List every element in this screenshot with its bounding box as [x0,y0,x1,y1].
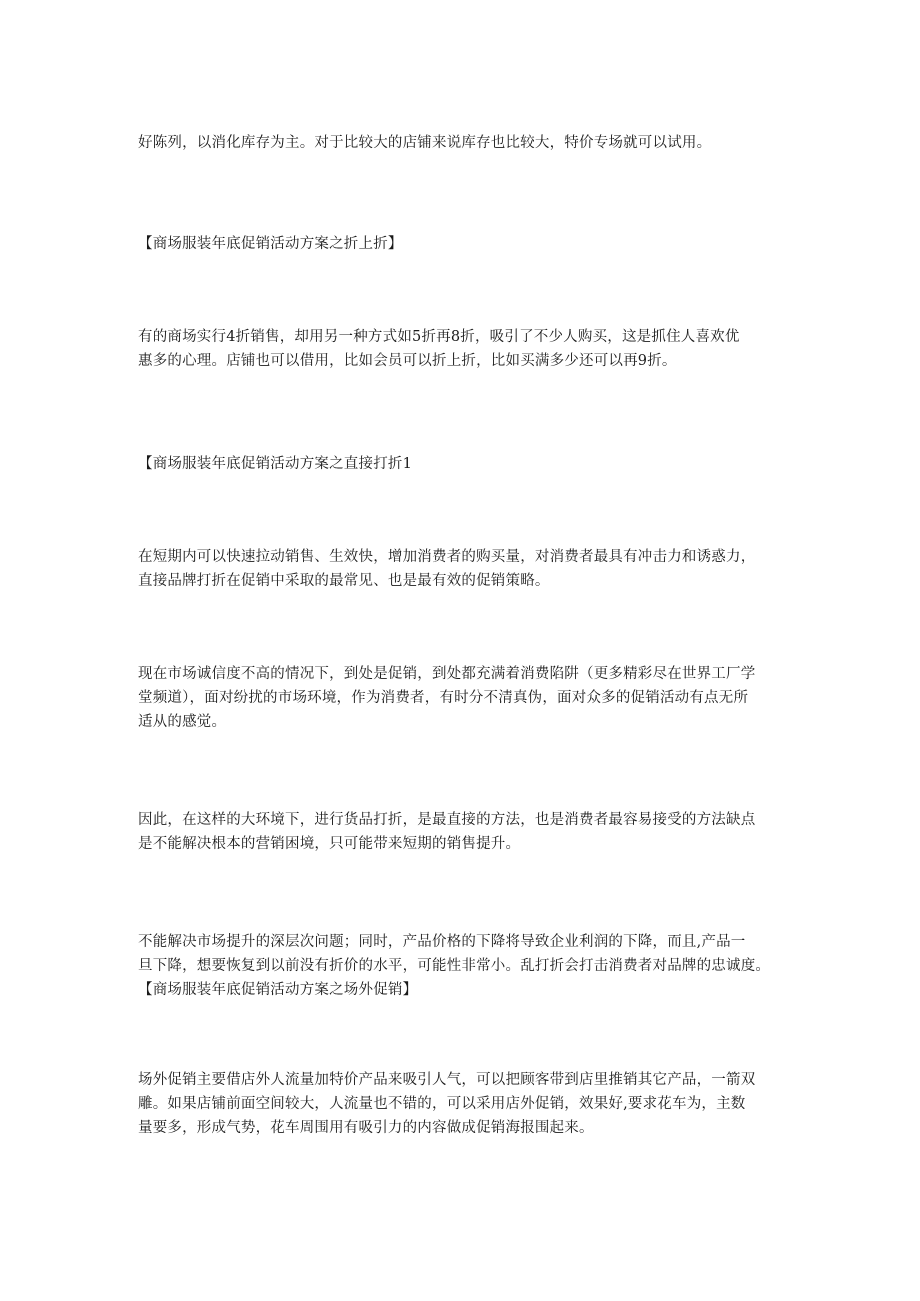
paragraph-clearance: 好陈列，以消化库存为主。对于比较大的店铺来说库存也比较大，特价专场就可以试用。 [138,135,712,151]
heading-discount-on-discount: 【商场服装年底促销活动方案之折上折】 [138,236,403,252]
paragraph-direct-discount: 在短期内可以快速拉动销售、生效快，增加消费者的购买量，对消费者最具有冲击力和诱惑力， 直接品牌打折在促销中采取的最常见、也是最有效的促销策略。 [138,549,756,589]
paragraph-outdoor-promotion: 场外促销主要借店外人流量加特价产品来吸引人气，可以把顾客带到店里推销其它产品，一箭双 雕。如果店铺前面空间较大，人流量也不错的，可以采用店外促销，效果好,要求花车为，主数 量要多，形成气势，花车周围用有吸引力的内容做成促销海报围起来。 [138,1072,756,1136]
paragraph-market-environment: 现在市场诚信度不高的情况下，到处是促销，到处都充满着消费陷阱（更多精彩尽在世界工厂学 堂频道），面对纷扰的市场环境，作为消费者，有时分不清真伪，面对众多的促销活动有点无所 适从的感觉。 [138,666,756,730]
paragraph-discount-on-discount: 有的商场实行4折销售，却用另一种方式如5折再8折，吸引了不少人购买，这是抓住人喜欢优 惠多的心理。店铺也可以借用，比如会员可以折上折，比如买满多少还可以再9折。 [138,329,740,369]
paragraph-discount-problems: 不能解决市场提升的深层次问题；同时，产品价格的下降将导致企业利润的下降，而且,产品一 旦下降，想要恢复到以前没有折价的水平，可能性非常小。乱打折会打击消费者对品牌的忠诚度。 【商场服装年底促销活动方案之场外促销】 [138,934,771,998]
paragraph-discount-drawbacks: 因此，在这样的大环境下，进行货品打折，是最直接的方法，也是消费者最容易接受的方法缺点 是不能解决根本的营销困境，只可能带来短期的销售提升。 [138,812,756,852]
heading-direct-discount: 【商场服装年底促销活动方案之直接打折1 [138,456,413,472]
